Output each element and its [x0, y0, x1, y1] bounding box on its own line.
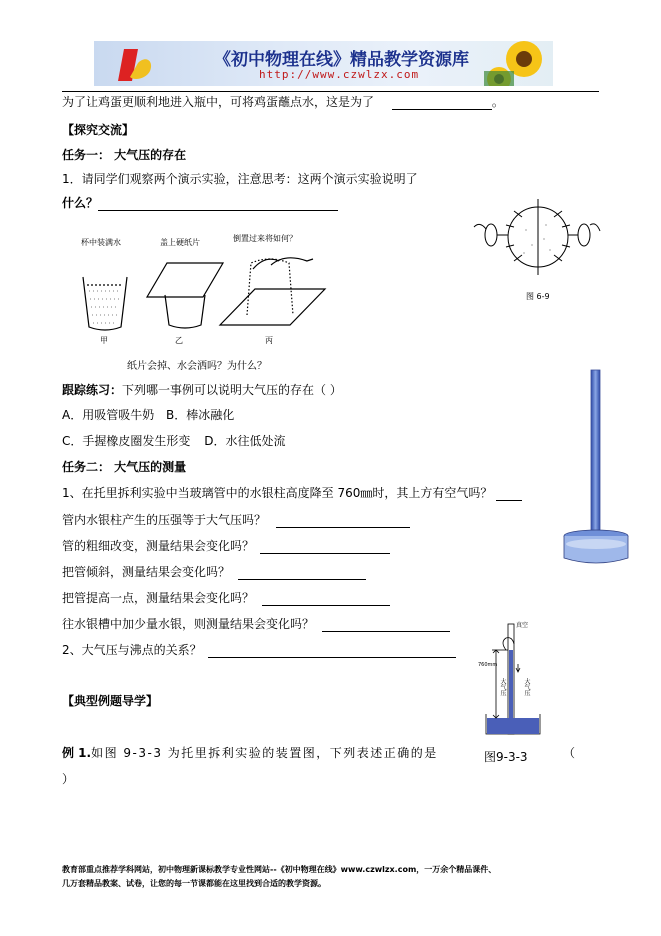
footer-line1: 教育部重点推荐学科网站，初中物理新课标教学专业性网站--《初中物理在线》www.czwlzx.com，一万余个精品课件、: [62, 865, 497, 874]
cup-caption-bing: 丙: [265, 336, 273, 345]
mercury-tube-figure: [562, 368, 632, 578]
task2-q3-blank[interactable]: [260, 541, 390, 554]
cup-caption-yi: 乙: [175, 336, 183, 345]
practice-question: 下列哪一事例可以说明大气压的存在（ ）: [122, 383, 342, 397]
task2-q2-text: 管内水银柱产生的压强等于大气压吗？: [62, 513, 267, 527]
practice-line: [62, 381, 342, 398]
task2-q5: [62, 589, 390, 606]
task2-q4-text: 把管倾斜，测量结果会变化吗？: [62, 565, 231, 579]
example1-paren-open: （: [563, 746, 576, 760]
cup-full-icon: [83, 277, 127, 330]
torricelli-height-label: 760mm: [478, 662, 498, 668]
task1-question-prefix: 什么？: [62, 196, 99, 210]
torricelli-pressure-left: 大气压: [499, 678, 506, 696]
cup-experiment-figure: [75, 225, 355, 375]
cup-card-icon: [147, 263, 223, 328]
task1-question-line2: [62, 194, 338, 211]
task2-q4: [62, 563, 366, 580]
header-rule: [62, 91, 599, 92]
sunflower-icon: [484, 41, 542, 86]
mercury-tube-icon: [562, 368, 632, 578]
task2-q7-text: 2、大气压与沸点的关系？: [62, 643, 202, 657]
logo-icon: [118, 49, 151, 81]
task2-q6-blank[interactable]: [322, 619, 450, 632]
task2-q5-blank[interactable]: [262, 593, 390, 606]
intro-text: 为了让鸡蛋更顺利地进入瓶中，可将鸡蛋蘸点水，这是为了: [62, 95, 375, 109]
option-b[interactable]: B．棒冰融化: [166, 408, 235, 422]
example1-line: [62, 744, 438, 761]
task2-q6: [62, 615, 450, 632]
hemispheres-caption: 图 6-9: [526, 292, 550, 301]
banner-url[interactable]: http://www.czwlzx.com: [259, 68, 420, 81]
option-d[interactable]: D．水往低处流: [204, 434, 286, 448]
practice-options-cd: [62, 432, 285, 449]
banner-title: 《初中物理在线》精品教学资源库: [214, 50, 469, 70]
task2-q3: [62, 537, 390, 554]
intro-blank[interactable]: [392, 97, 492, 110]
task2-q7: [62, 641, 456, 658]
task2-q1: [62, 484, 522, 501]
task2-q5-text: 把管提高一点，测量结果会变化吗？: [62, 591, 255, 605]
torricelli-figure: [478, 620, 558, 740]
task2-q4-blank[interactable]: [238, 567, 366, 580]
header-banner: [94, 41, 553, 86]
example1-paren-close: ）: [62, 772, 75, 786]
task2-q2-blank[interactable]: [276, 515, 410, 528]
task2-heading: 任务二： 大气压的测量: [62, 460, 187, 474]
section-examples-heading: 【典型例题导学】: [62, 694, 159, 708]
task2-q1-text: 1、在托里拆利实验中当玻璃管中的水银柱高度降至 760㎜时，其上方有空气吗？: [62, 486, 493, 500]
task2-q6-text: 往水银槽中加少量水银，则测量结果会变化吗？: [62, 617, 315, 631]
section-explore-heading: 【探究交流】: [62, 123, 135, 137]
practice-label: 跟踪练习：: [62, 383, 123, 397]
option-c[interactable]: C．手握橡皮圈发生形变: [62, 434, 191, 448]
cup-label-invert: 倒置过来将如何？: [233, 234, 297, 243]
task1-question-line1: 1．请同学们观察两个演示实验，注意思考：这两个演示实验说明了: [62, 172, 418, 186]
example1-label: 例 1.: [62, 746, 92, 760]
intro-end: 。: [491, 95, 504, 109]
task1-blank[interactable]: [98, 198, 338, 211]
cup-label-full: 杯中装满水: [81, 238, 121, 247]
torricelli-caption: 图9-3-3: [484, 750, 528, 764]
cup-label-card: 盖上硬纸片: [160, 238, 200, 247]
hemispheres-figure: [466, 195, 606, 305]
task2-q2: [62, 511, 410, 528]
torricelli-icon: [478, 620, 558, 740]
task2-q1-blank[interactable]: [496, 488, 522, 501]
example1-text: 如图 9-3-3 为托里拆利实验的装置图，下列表述正确的是: [91, 746, 438, 760]
torricelli-pressure-right: 大气压: [523, 678, 530, 696]
cup-caption-jia: 甲: [100, 336, 108, 345]
option-a[interactable]: A．用吸管吸牛奶: [62, 408, 155, 422]
task2-q3-text: 管的粗细改变，测量结果会变化吗？: [62, 539, 255, 553]
torricelli-vacuum-label: 真空: [516, 622, 529, 629]
footer-line2: 几万套精品教案、试卷，让您的每一节课都能在这里找到合适的教学资源。: [62, 879, 326, 888]
cup-inverted-icon: [220, 258, 325, 325]
cup-drawings: [75, 225, 355, 375]
cup-question: 纸片会掉、水会洒吗？为什么？: [127, 361, 267, 372]
hemispheres-icon: [466, 195, 606, 285]
intro-line: [62, 93, 504, 110]
task1-heading: 任务一： 大气压的存在: [62, 148, 187, 162]
practice-options-ab: [62, 406, 234, 423]
task2-q7-blank[interactable]: [208, 645, 456, 658]
